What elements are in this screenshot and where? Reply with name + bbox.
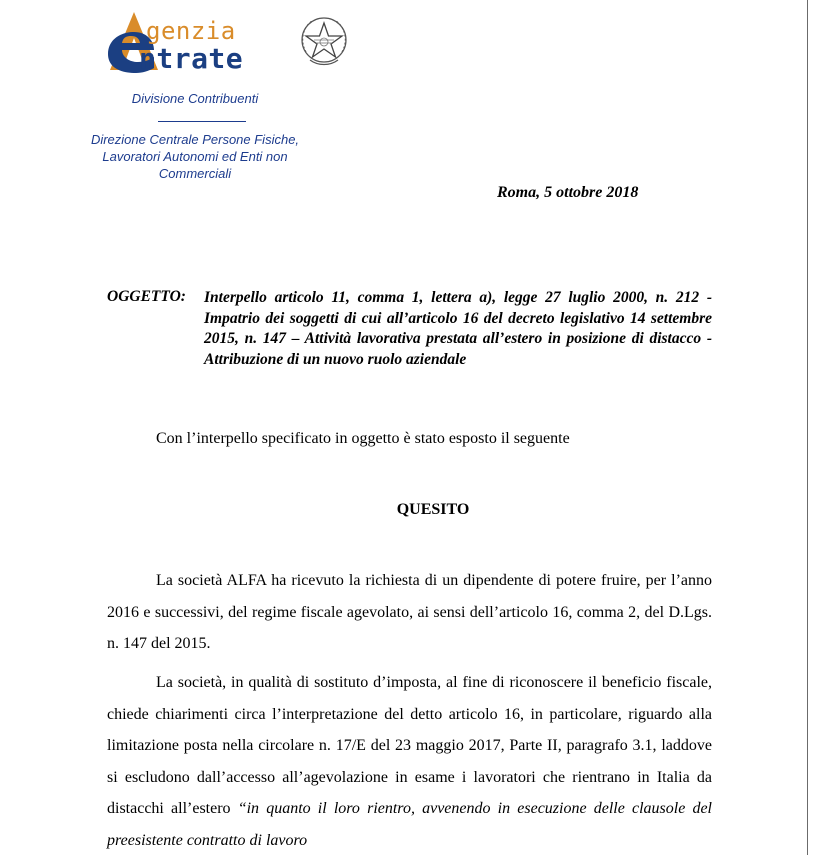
section-heading: QUESITO	[396, 501, 470, 518]
paragraph-2-quote: “in quanto il loro rientro, avvenendo in esecuzione delle clausole del preesistente contratto di lavoro	[107, 800, 712, 849]
page-edge	[807, 0, 808, 855]
oggetto-label: OGGETTO:	[107, 288, 186, 305]
document-date: Roma, 5 ottobre 2018	[497, 184, 639, 201]
intro-text: Con l’interpello specificato in oggetto è stato esposto il seguente	[156, 430, 570, 447]
paragraph-1-text: La società ALFA ha ricevuto la richiesta di un dipendente di potere fruire, per l’anno 2016 e successivi, del regime fiscale agevolato, ai sensi dell’articolo 16, comma 2, del D.Lgs. n. 147 del 2015.	[107, 572, 712, 652]
italian-republic-emblem-icon	[296, 12, 352, 70]
logo-word-genzia: genzia	[146, 17, 236, 45]
paragraph-1	[107, 565, 712, 660]
logo-word-ntrate: ntrate	[139, 42, 244, 75]
paragraph-2-text: La società, in qualità di sostituto d’imposta, al fine di riconoscere il beneficio fiscale, chiede chiarimenti circa l’interpretazione del detto articolo 16, in particolare, riguardo alla limitazione posta nella circolare n. 17/E del 23 maggio 2017, Parte II, paragrafo 3.1, laddove si escludono dall’accesso all’agevolazione in esame i lavoratori che rientrano in Italia da distacchi all’estero	[107, 674, 712, 817]
paragraph-2	[107, 667, 712, 856]
division-label: Divisione Contribuenti	[131, 91, 259, 106]
direction-line-2: Lavoratori Autonomi ed Enti non	[102, 149, 288, 164]
direction-line-3: Commerciali	[158, 166, 232, 181]
direction-line-1: Direzione Centrale Persone Fisiche,	[90, 132, 300, 147]
divider-rule	[158, 121, 246, 122]
oggetto-text: Interpello articolo 11, comma 1, lettera a), legge 27 luglio 2000, n. 212 - Impatrio dei soggetti di cui all’articolo 16 del decreto legislativo 14 settembre 2015, n. 147 – Attività lavorativa prestata all’estero in posizione di distacco - Attribuzione di un nuovo ruolo aziendale	[204, 289, 712, 368]
